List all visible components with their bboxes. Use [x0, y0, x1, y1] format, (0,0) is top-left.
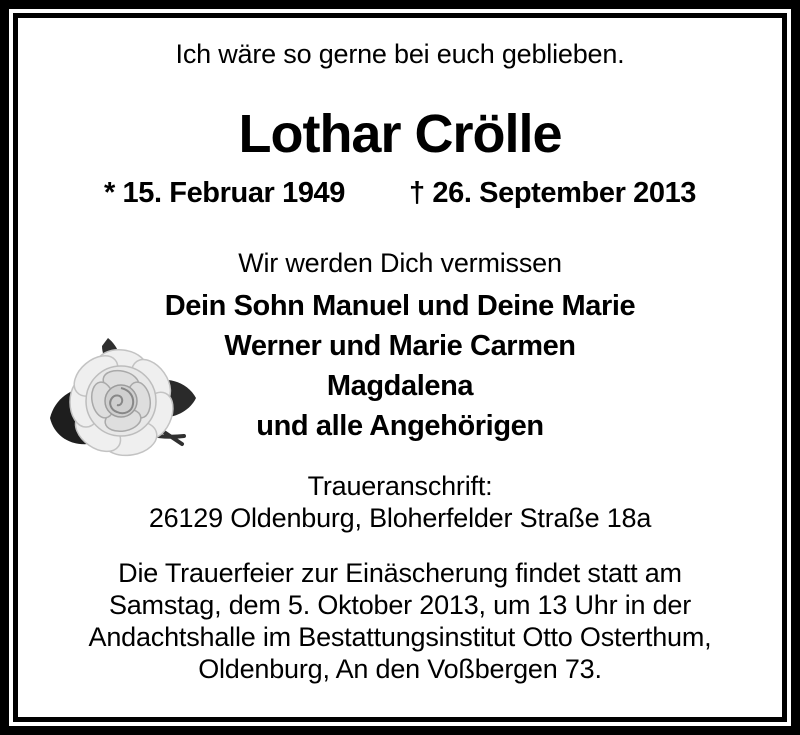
family-line: Werner und Marie Carmen — [224, 330, 576, 362]
family-line: und alle Angehörigen — [256, 410, 544, 442]
ceremony-line: Die Trauerfeier zur Einäscherung findet statt am — [118, 558, 682, 588]
ceremony-line: Oldenburg, An den Voßbergen 73. — [198, 654, 602, 684]
family-line: Magdalena — [326, 370, 474, 402]
missing-line: Wir werden Dich vermissen — [238, 248, 562, 278]
condolence-address-label: Traueranschrift: — [307, 471, 493, 501]
ceremony-line: Samstag, dem 5. Oktober 2013, um 13 Uhr in der — [108, 590, 692, 620]
ceremony-line: Andachtshalle im Bestattungsinstitut Otto Osterthum, — [88, 622, 712, 652]
life-dates-row — [18, 179, 782, 208]
deceased-name: Lothar Crölle — [238, 104, 562, 164]
opening-line: Ich wäre so gerne bei euch geblieben. — [175, 39, 625, 69]
birth-date: * 15. Februar 1949 — [103, 177, 346, 209]
rose-image — [46, 334, 202, 468]
notice-content — [18, 18, 782, 717]
condolence-address: 26129 Oldenburg, Bloherfelder Straße 18a — [148, 503, 652, 533]
family-line: Dein Sohn Manuel und Deine Marie — [164, 290, 636, 322]
death-date: † 26. September 2013 — [409, 177, 697, 209]
